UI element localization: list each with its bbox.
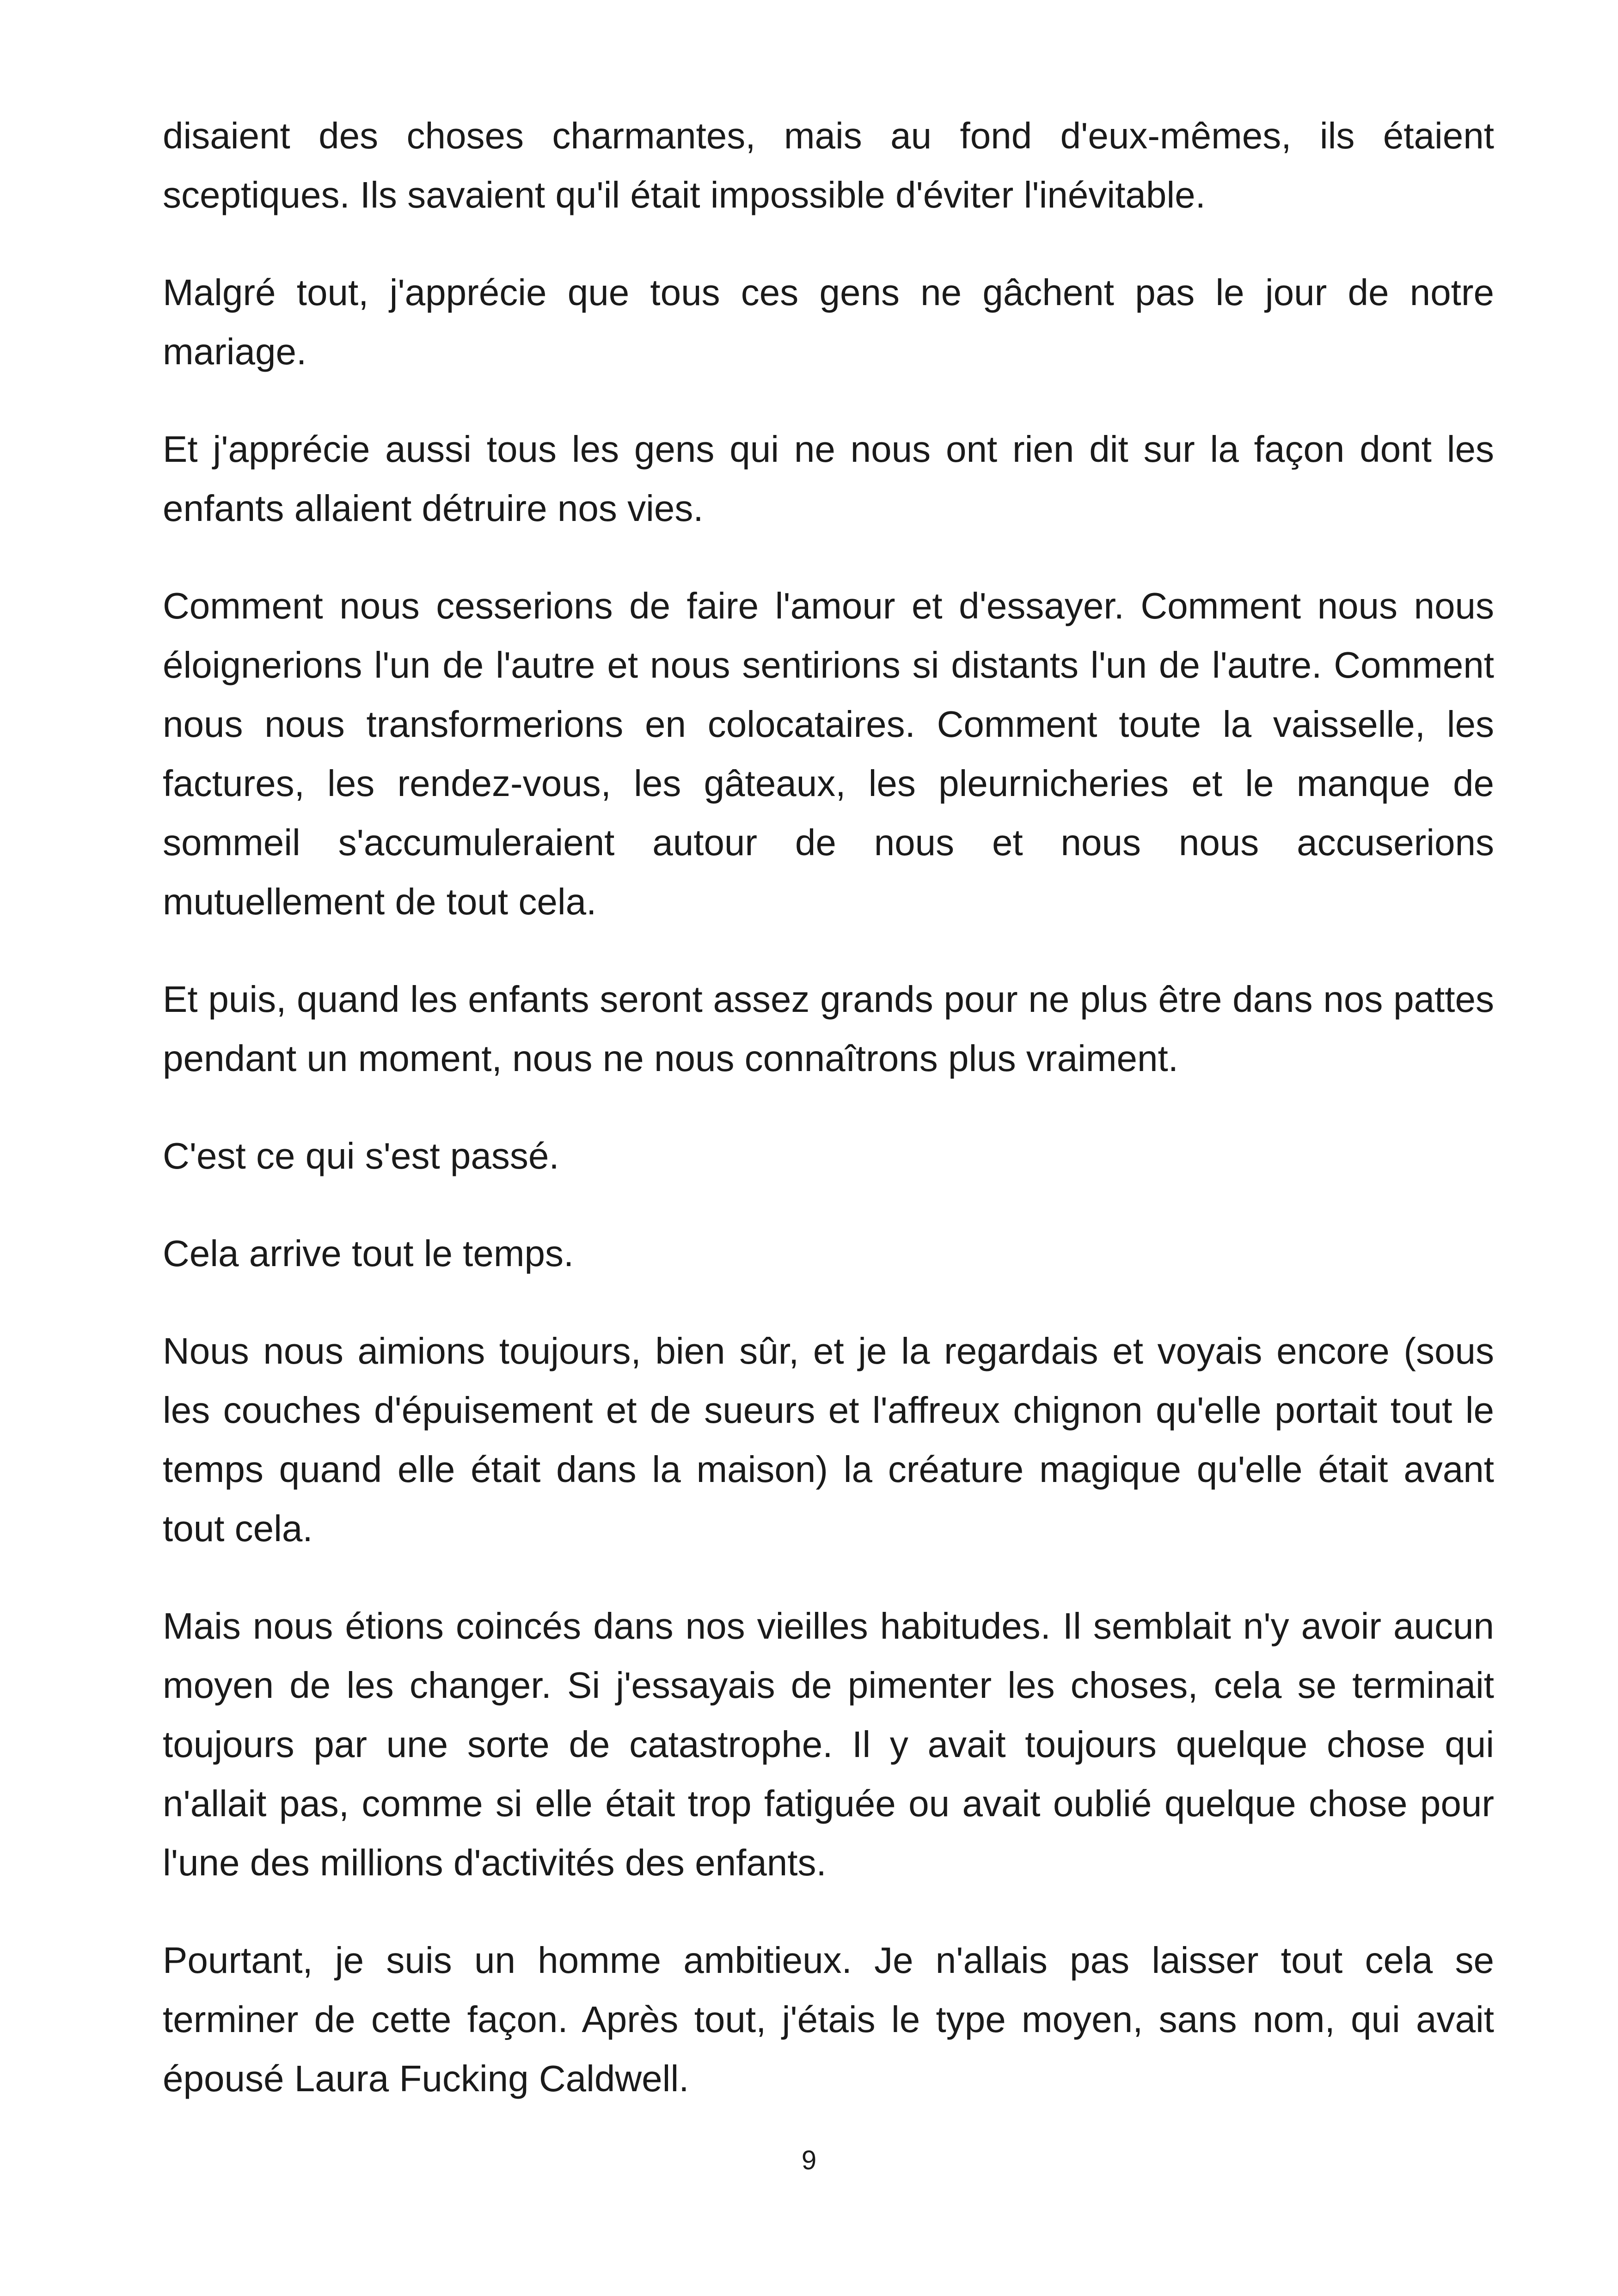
- paragraph-10: Pourtant, je suis un homme ambitieux. Je n'allais pas laisser tout cela se terminer de cette façon. Après tout, j'étais le type moyen, sans nom, qui avait épousé Laura Fucking Caldwell.: [163, 1940, 1494, 2099]
- paragraph-9: Mais nous étions coincés dans nos vieilles habitudes. Il semblait n'y avoir aucun moyen de les changer. Si j'essayais de pimenter les choses, cela se terminait toujours par une sorte de catastrophe. Il y avait toujours quelque chose qui n'allait pas, comme si elle était trop fatiguée ou avait oublié quelque chose pour l'une des millions d'activités des enfants.: [163, 1605, 1494, 1883]
- body-text: [163, 106, 1494, 2147]
- paragraph-6: C'est ce qui s'est passé.: [163, 1135, 559, 1176]
- paragraph-5: Et puis, quand les enfants seront assez grands pour ne plus être dans nos pattes pendant un moment, nous ne nous connaîtrons plus vraiment.: [163, 979, 1494, 1079]
- paragraph-7: Cela arrive tout le temps.: [163, 1233, 574, 1274]
- paragraph-1: disaient des choses charmantes, mais au fond d'eux-mêmes, ils étaient sceptiques. Ils savaient qu'il était impossible d'éviter l'inévitable.: [163, 115, 1494, 215]
- paragraph-4: Comment nous cesserions de faire l'amour et d'essayer. Comment nous nous éloignerions l'un de l'autre et nous sentirions si distants l'un de l'autre. Comment nous nous transformerions en colocataires. Comment toute la vaisselle, les factures, les rendez-vous, les gâteaux, les pleurnicheries et le manque de sommeil s'accumuleraient autour de nous et nous nous accuserions mutuellement de tout cela.: [163, 585, 1494, 922]
- page-number: 9: [801, 2145, 817, 2175]
- paragraph-2: Malgré tout, j'apprécie que tous ces gens ne gâchent pas le jour de notre mariage.: [163, 272, 1494, 372]
- paragraph-3: Et j'apprécie aussi tous les gens qui ne nous ont rien dit sur la façon dont les enfants allaient détruire nos vies.: [163, 429, 1494, 529]
- paragraph-8: Nous nous aimions toujours, bien sûr, et je la regardais et voyais encore (sous les couches d'épuisement et de sueurs et l'affreux chignon qu'elle portait tout le temps quand elle était dans la maison) la créature magique qu'elle était avant tout cela.: [163, 1330, 1494, 1549]
